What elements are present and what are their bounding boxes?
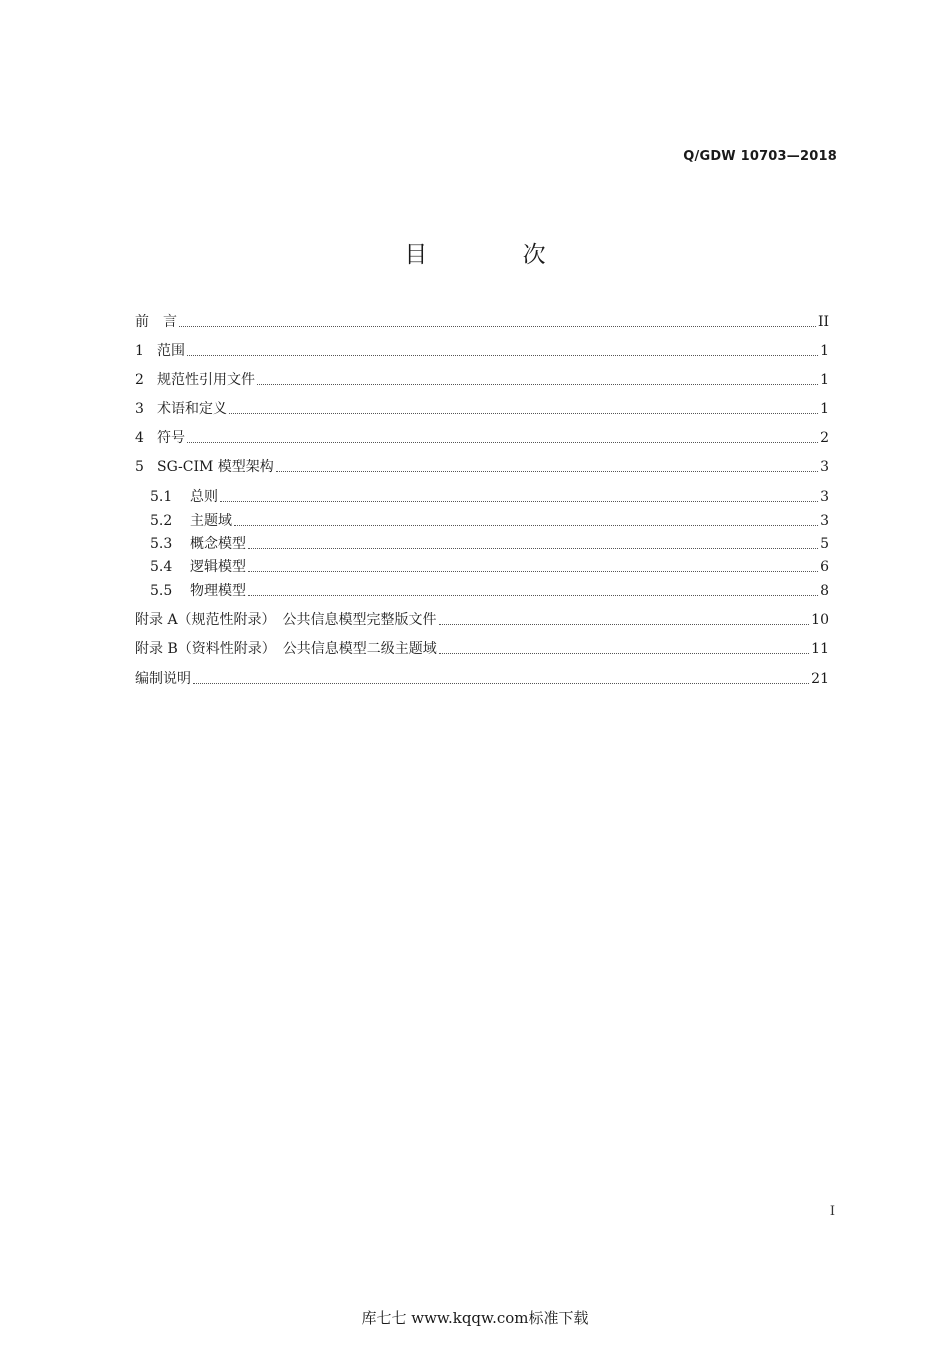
toc-entry-number: 5 [135,459,144,475]
toc-entry-label: 物理模型 [190,583,246,599]
toc-entry-number: 1 [135,343,144,359]
toc-leader-dots [248,571,818,572]
toc-leader-dots [248,595,818,596]
toc-leader-dots [234,525,818,526]
standard-code: Q/GDW 10703—2018 [683,149,837,164]
toc-leader-dots [220,501,818,502]
toc-entry-label: 编制说明 [135,671,191,687]
toc-entry-label: 附录 B（资料性附录） 公共信息模型二级主题域 [135,641,437,657]
toc-leader-dots [187,355,818,356]
toc-entry-label: 逻辑模型 [190,559,246,575]
toc-entry-page: 1 [820,343,829,359]
page-number: I [829,1204,835,1219]
toc-entry-page: 8 [820,583,829,599]
toc-leader-dots [276,471,818,472]
toc-leader-dots [257,384,818,385]
toc-entry[interactable] [135,639,829,659]
toc-entry-label: 术语和定义 [157,401,227,417]
toc-entry-label: 规范性引用文件 [157,372,255,388]
toc-entry[interactable] [135,610,829,630]
toc-entry-number: 3 [135,401,144,417]
toc-entry-page: 2 [820,430,829,446]
toc-leader-dots [439,653,809,654]
toc-entry-page: 6 [820,559,829,575]
toc-entry[interactable] [135,370,829,390]
toc-entry-page: 21 [811,671,829,687]
toc-entry-number: 2 [135,372,144,388]
toc-entry[interactable] [135,399,829,419]
toc-entry-label: 主题域 [190,513,232,529]
toc-entry-label: 范围 [157,343,185,359]
toc-entry-page: II [817,314,829,330]
toc-leader-dots [248,548,818,549]
toc-entry-number: 5.3 [150,536,173,552]
toc-entry-page: 3 [820,513,829,529]
toc-entry-number: 5.1 [150,489,173,505]
toc-entry[interactable] [135,341,829,361]
toc-entry-label: 总则 [190,489,218,505]
toc-entry-number: 5.2 [150,513,173,529]
toc-leader-dots [193,683,809,684]
toc-title: 目 次 [404,242,590,268]
toc-entry-page: 1 [820,372,829,388]
footer-watermark: 库七七 www.kqqw.com标准下载 [361,1309,589,1327]
toc-entry[interactable] [150,557,829,577]
toc-entry-label: 附录 A（规范性附录） 公共信息模型完整版文件 [135,612,437,628]
toc-entry[interactable] [135,428,829,448]
toc-entry-page: 1 [820,401,829,417]
toc-entry-label: SG-CIM 模型架构 [157,459,274,475]
toc-entry-label: 符号 [157,430,185,446]
toc-entry[interactable] [135,312,829,332]
toc-entry-page: 3 [820,489,829,505]
toc-entry-label: 概念模型 [190,536,246,552]
toc-entry-number: 5.5 [150,583,173,599]
toc-entry-page: 11 [811,641,829,657]
toc-leader-dots [187,442,818,443]
toc-leader-dots [179,326,816,327]
toc-entry[interactable] [150,487,829,507]
toc-entry-label: 前 言 [135,314,177,330]
toc-entry-number: 5.4 [150,559,173,575]
toc-entry-page: 10 [811,612,829,628]
toc-entry[interactable] [150,511,829,531]
toc-leader-dots [229,413,818,414]
toc-entry-page: 3 [820,459,829,475]
toc-entry[interactable] [135,669,829,689]
toc-entry-page: 5 [820,536,829,552]
toc-entry[interactable] [150,534,829,554]
toc-entry-number: 4 [135,430,144,446]
toc-entry[interactable] [135,457,829,477]
toc-entry[interactable] [150,581,829,601]
toc-leader-dots [439,624,810,625]
